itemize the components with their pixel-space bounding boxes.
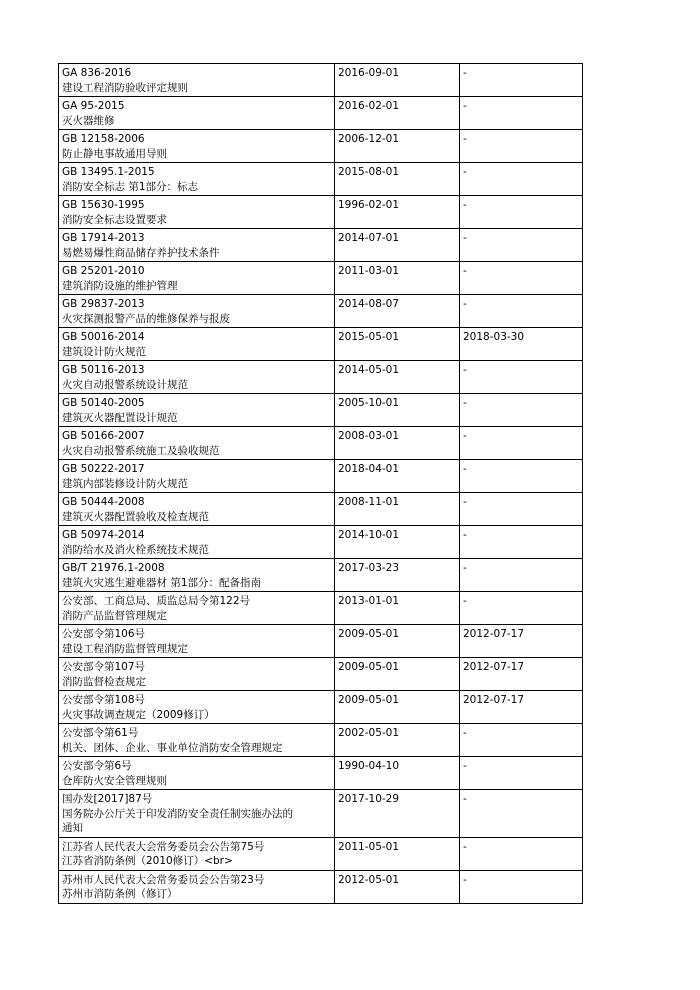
effective-date-cell: 2008-03-01: [335, 427, 460, 460]
regulation-cell: 公安部令第6号 仓库防火安全管理规则: [59, 757, 335, 790]
effective-date-cell: 2011-03-01: [335, 262, 460, 295]
table-row: [59, 493, 583, 526]
effective-date-cell: 2009-05-01: [335, 691, 460, 724]
regulation-cell: 江苏省人民代表大会常务委员会公告第75号 江苏省消防条例（2010修订）<br>: [59, 837, 335, 870]
effective-date-cell: 2008-11-01: [335, 493, 460, 526]
table-row: [59, 427, 583, 460]
regulation-cell: GB/T 21976.1-2008 建筑火灾逃生避难器材 第1部分：配备指南: [59, 559, 335, 592]
table-row: [59, 592, 583, 625]
effective-date-cell: 2017-10-29: [335, 790, 460, 838]
table-row: [59, 262, 583, 295]
end-date-cell: -: [460, 559, 583, 592]
effective-date-cell: 2017-03-23: [335, 559, 460, 592]
end-date-cell: -: [460, 196, 583, 229]
regulation-cell: GB 13495.1-2015 消防安全标志 第1部分：标志: [59, 163, 335, 196]
effective-date-cell: 2013-01-01: [335, 592, 460, 625]
table-row: [59, 460, 583, 493]
regulation-cell: 公安部令第61号 机关、团体、企业、事业单位消防安全管理规定: [59, 724, 335, 757]
table-row: [59, 790, 583, 838]
effective-date-cell: 2009-05-01: [335, 658, 460, 691]
effective-date-cell: 2018-04-01: [335, 460, 460, 493]
table-row: [59, 328, 583, 361]
end-date-cell: -: [460, 757, 583, 790]
table-row: [59, 163, 583, 196]
table-row: [59, 526, 583, 559]
end-date-cell: -: [460, 295, 583, 328]
effective-date-cell: 2016-09-01: [335, 64, 460, 97]
regulation-cell: GB 50222-2017 建筑内部装修设计防火规范: [59, 460, 335, 493]
end-date-cell: 2018-03-30: [460, 328, 583, 361]
end-date-cell: -: [460, 163, 583, 196]
end-date-cell: -: [460, 790, 583, 838]
end-date-cell: -: [460, 460, 583, 493]
effective-date-cell: 2009-05-01: [335, 625, 460, 658]
end-date-cell: 2012-07-17: [460, 625, 583, 658]
effective-date-cell: 1990-04-10: [335, 757, 460, 790]
regulation-cell: GB 29837-2013 火灾探测报警产品的维修保养与报废: [59, 295, 335, 328]
end-date-cell: -: [460, 493, 583, 526]
effective-date-cell: 2016-02-01: [335, 97, 460, 130]
table-row: [59, 130, 583, 163]
end-date-cell: -: [460, 130, 583, 163]
end-date-cell: -: [460, 837, 583, 870]
table-row: [59, 361, 583, 394]
end-date-cell: -: [460, 229, 583, 262]
table-row: [59, 724, 583, 757]
end-date-cell: -: [460, 870, 583, 903]
regulation-cell: GA 836-2016 建设工程消防验收评定规则: [59, 64, 335, 97]
effective-date-cell: 2014-07-01: [335, 229, 460, 262]
regulation-cell: GB 50444-2008 建筑灭火器配置验收及检查规范: [59, 493, 335, 526]
end-date-cell: -: [460, 64, 583, 97]
end-date-cell: 2012-07-17: [460, 691, 583, 724]
regulation-cell: 公安部、工商总局、质监总局令第122号 消防产品监督管理规定: [59, 592, 335, 625]
table-row: [59, 559, 583, 592]
end-date-cell: -: [460, 724, 583, 757]
regulation-cell: GB 15630-1995 消防安全标志设置要求: [59, 196, 335, 229]
regulation-cell: 国办发[2017]87号 国务院办公厅关于印发消防安全责任制实施办法的 通知: [59, 790, 335, 838]
regulation-cell: 公安部令第106号 建设工程消防监督管理规定: [59, 625, 335, 658]
effective-date-cell: 2014-08-07: [335, 295, 460, 328]
regulation-cell: GB 50016-2014 建筑设计防火规范: [59, 328, 335, 361]
regulation-cell: GB 50116-2013 火灾自动报警系统设计规范: [59, 361, 335, 394]
regulation-cell: 苏州市人民代表大会常务委员会公告第23号 苏州市消防条例（修订）: [59, 870, 335, 903]
end-date-cell: -: [460, 361, 583, 394]
regulations-sheet: [58, 63, 583, 904]
end-date-cell: -: [460, 592, 583, 625]
regulation-cell: GB 12158-2006 防止静电事故通用导则: [59, 130, 335, 163]
end-date-cell: -: [460, 262, 583, 295]
table-row: [59, 757, 583, 790]
table-row: [59, 196, 583, 229]
table-row: [59, 625, 583, 658]
table-row: [59, 394, 583, 427]
table-row: [59, 295, 583, 328]
regulations-table: [58, 63, 583, 904]
table-row: [59, 870, 583, 903]
effective-date-cell: 2015-08-01: [335, 163, 460, 196]
end-date-cell: -: [460, 427, 583, 460]
effective-date-cell: 2015-05-01: [335, 328, 460, 361]
regulation-cell: GA 95-2015 灭火器维修: [59, 97, 335, 130]
effective-date-cell: 2011-05-01: [335, 837, 460, 870]
end-date-cell: -: [460, 97, 583, 130]
end-date-cell: 2012-07-17: [460, 658, 583, 691]
end-date-cell: -: [460, 394, 583, 427]
table-row: [59, 97, 583, 130]
effective-date-cell: 2014-10-01: [335, 526, 460, 559]
effective-date-cell: 2012-05-01: [335, 870, 460, 903]
effective-date-cell: 2014-05-01: [335, 361, 460, 394]
end-date-cell: -: [460, 526, 583, 559]
regulation-cell: 公安部令第107号 消防监督检查规定: [59, 658, 335, 691]
effective-date-cell: 1996-02-01: [335, 196, 460, 229]
effective-date-cell: 2006-12-01: [335, 130, 460, 163]
table-row: [59, 691, 583, 724]
regulation-cell: GB 50140-2005 建筑灭火器配置设计规范: [59, 394, 335, 427]
table-row: [59, 658, 583, 691]
regulation-cell: GB 25201-2010 建筑消防设施的维护管理: [59, 262, 335, 295]
table-row: [59, 837, 583, 870]
regulation-cell: 公安部令第108号 火灾事故调查规定（2009修订）: [59, 691, 335, 724]
table-row: [59, 229, 583, 262]
regulation-cell: GB 17914-2013 易燃易爆性商品储存养护技术条件: [59, 229, 335, 262]
effective-date-cell: 2005-10-01: [335, 394, 460, 427]
effective-date-cell: 2002-05-01: [335, 724, 460, 757]
table-row: [59, 64, 583, 97]
regulation-cell: GB 50974-2014 消防给水及消火栓系统技术规范: [59, 526, 335, 559]
regulation-cell: GB 50166-2007 火灾自动报警系统施工及验收规范: [59, 427, 335, 460]
